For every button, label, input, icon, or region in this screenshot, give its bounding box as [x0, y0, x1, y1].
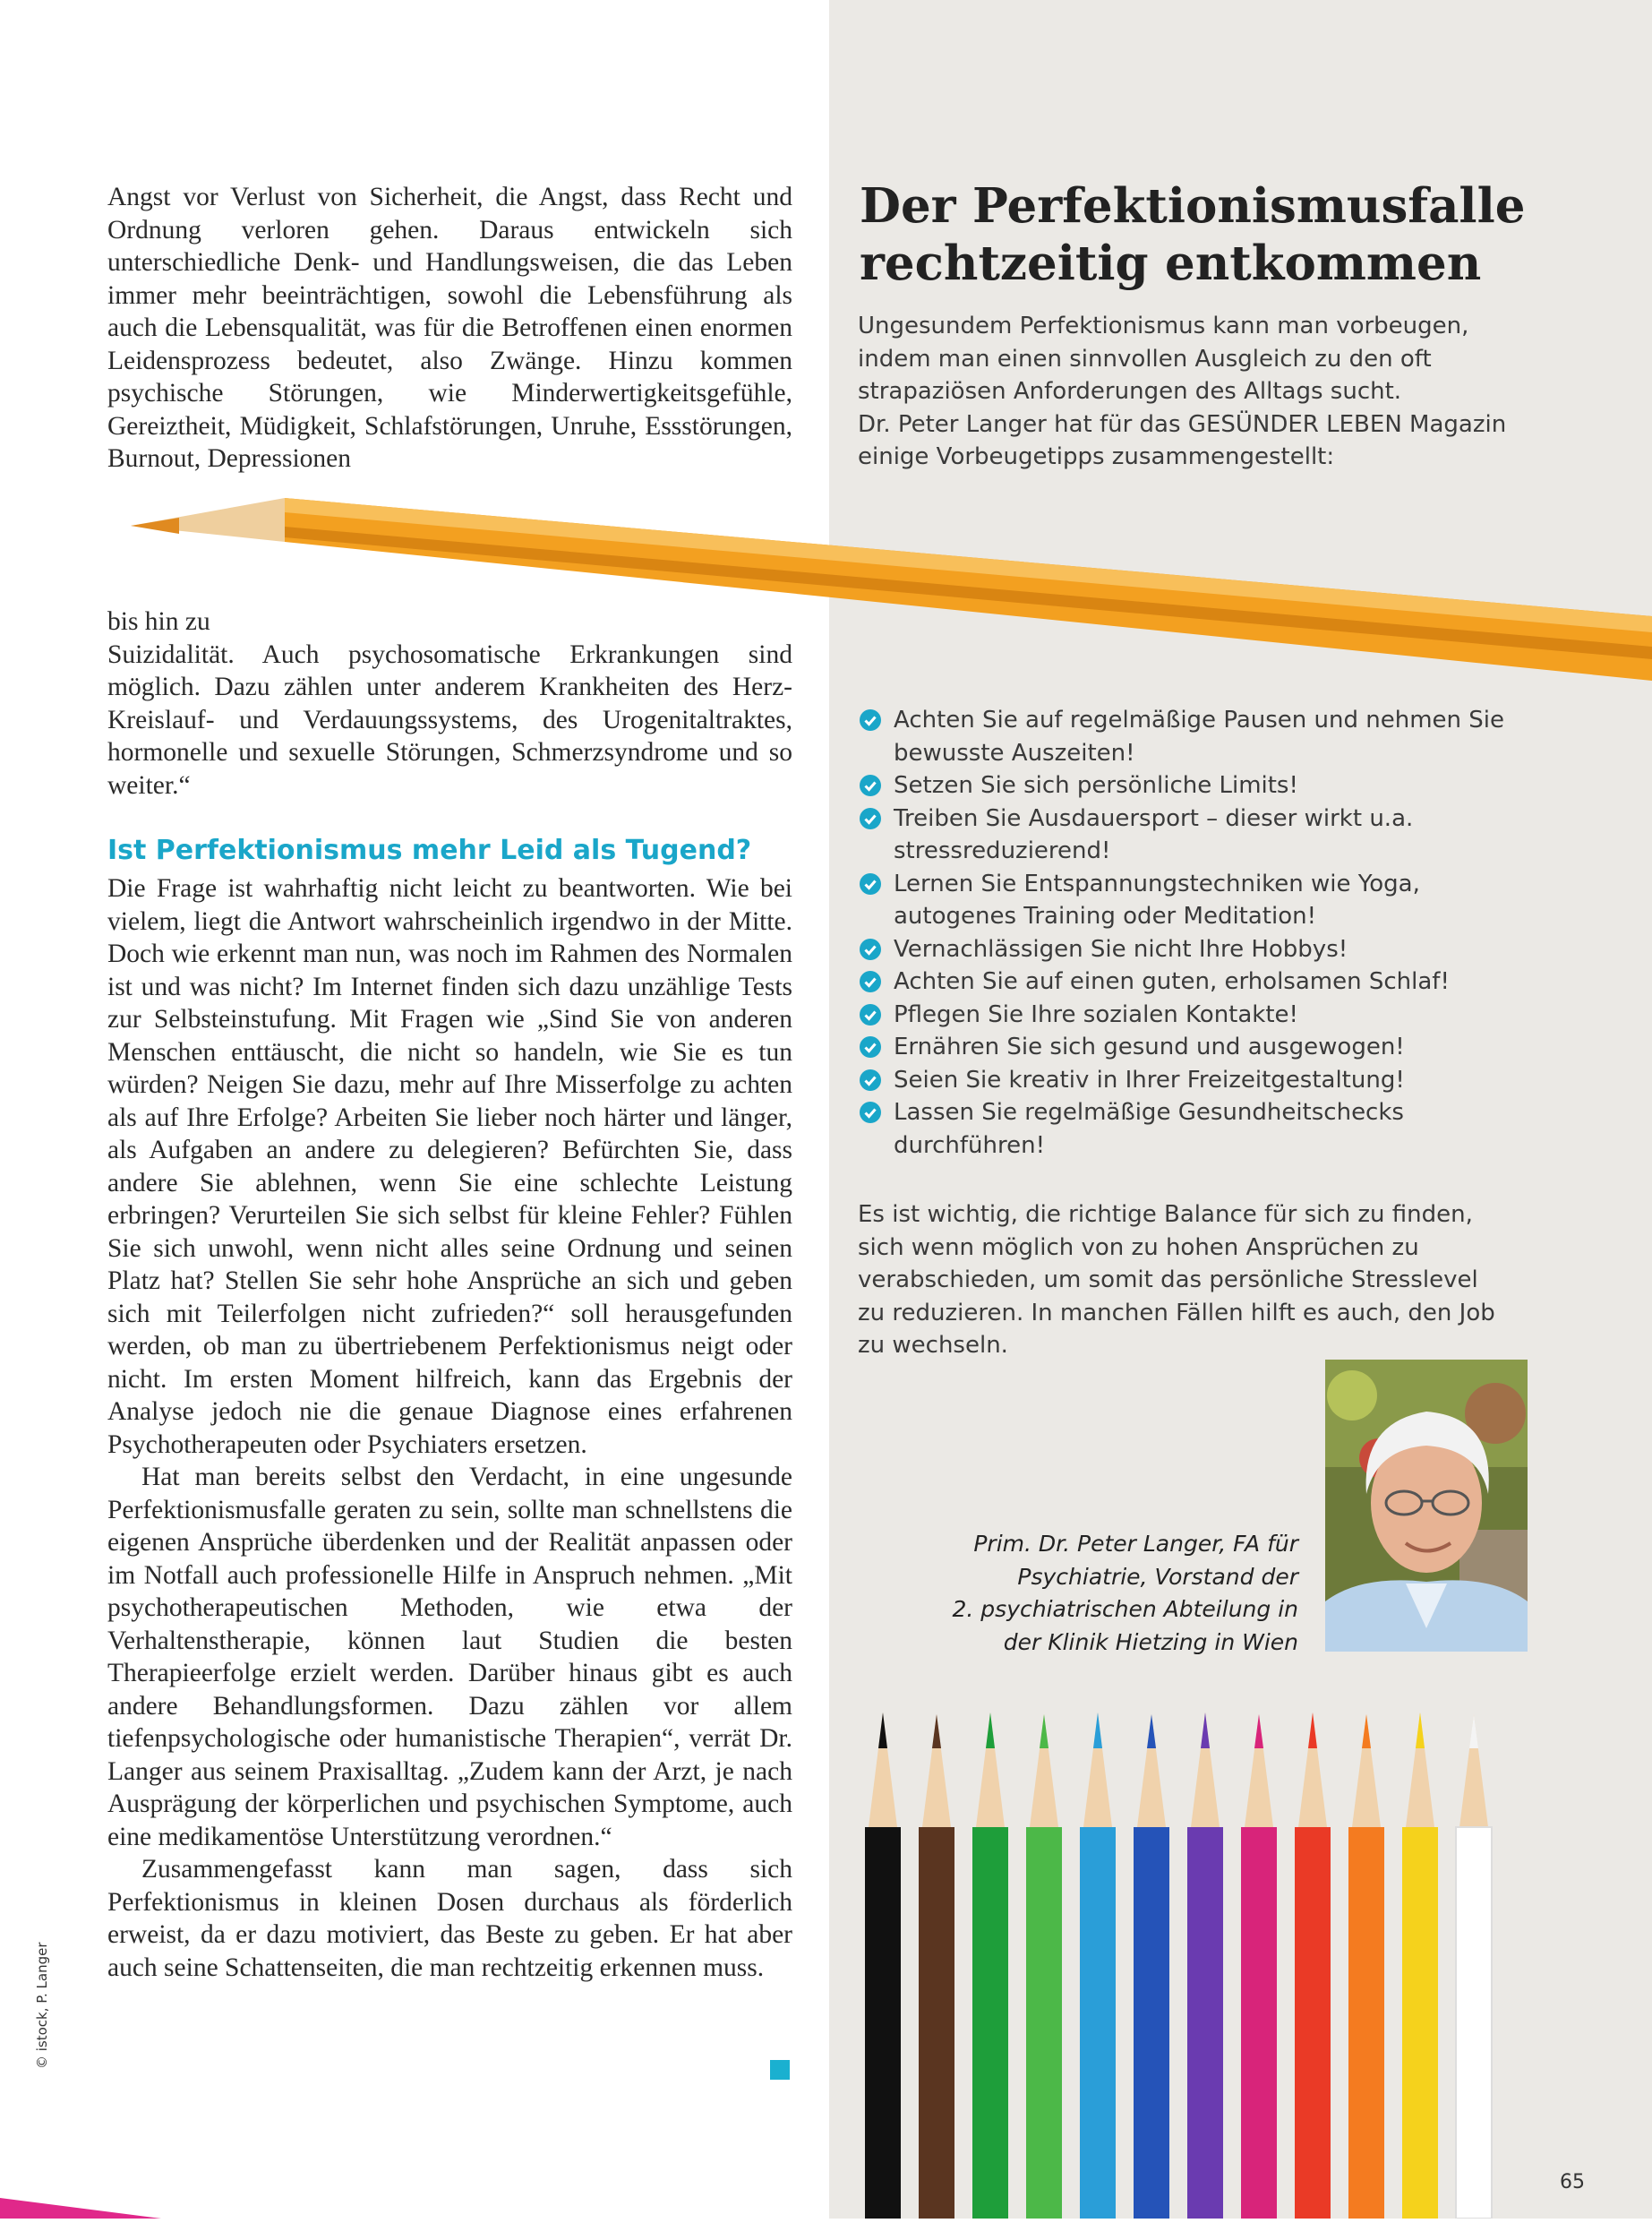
check-circle-icon [860, 1102, 881, 1123]
colored-pencils-image [858, 1702, 1583, 2219]
pencil [1187, 1712, 1223, 2219]
article-end-marker [770, 2060, 790, 2080]
tip-text: Setzen Sie sich persönliche Limits! [894, 772, 1298, 799]
pink-corner-decoration [0, 2185, 161, 2219]
tip-item [860, 704, 1513, 769]
continuation-first-line: bis hin zu [107, 607, 210, 636]
check-circle-icon [860, 775, 881, 796]
caption-line-2: Psychiatrie, Vorstand der [1017, 1563, 1298, 1590]
tip-item [860, 1096, 1513, 1162]
tip-text: Achten Sie auf regelmäßige Pausen und nehmen Sie bewusste Auszeiten! [894, 707, 1504, 767]
check-circle-icon [860, 939, 881, 960]
tip-item [860, 1064, 1513, 1097]
check-circle-icon [860, 873, 881, 895]
tip-text: Ernähren Sie sich gesund und ausgewogen! [894, 1034, 1405, 1060]
caption-line-3: 2. psychiatrischen Abteilung in [952, 1596, 1298, 1622]
tip-item [860, 1031, 1513, 1064]
tip-text: Lernen Sie Entspannungstechniken wie Yoga, autogenes Training oder Meditation! [894, 870, 1420, 930]
headline-line-2: rechtzeitig entkommen [860, 236, 1482, 291]
portrait-photo [1325, 1360, 1528, 1652]
pencil [972, 1712, 1008, 2219]
tip-item [860, 933, 1513, 966]
pencil [865, 1712, 901, 2219]
pencil [1295, 1712, 1331, 2219]
check-circle-icon [860, 808, 881, 829]
tip-text: Achten Sie auf einen guten, erholsamen Schlaf! [894, 968, 1450, 995]
tip-text: Seien Sie kreativ in Ihrer Freizeitgestaltung! [894, 1066, 1405, 1094]
article-section-body [107, 872, 792, 1984]
tip-text: Treiben Sie Ausdauersport – dieser wirkt u.a. stressreduzierend! [894, 804, 1414, 864]
check-circle-icon [860, 1004, 881, 1026]
pencil [919, 1714, 954, 2219]
pencil [1456, 1714, 1492, 2219]
tip-item [860, 803, 1513, 868]
check-circle-icon [860, 1036, 881, 1058]
intro-paragraph-2: Dr. Peter Langer hat für das GESÜNDER LEBEN Magazin einige Vorbeugetipps zusammengestellt: [858, 410, 1507, 470]
pencil [1348, 1714, 1384, 2219]
article-paragraph-top: Angst vor Verlust von Sicherheit, die Angst, dass Recht und Ordnung verloren gehen. Daraus entwickeln sich unterschiedliche Denk- und Handlungsweisen, die das Leben immer mehr beeinträchtigen, sowohl die Lebensführung als auch die Lebensqualität, was für die Betroffenen einen enormen Leidensprozess bedeutet, also Zwänge. Hinzu kommen psychische Störungen, wie Minderwertigkeitsgefühle, Gereiztheit, Müdigkeit, Schlafstörungen, Unruhe, Essstörungen, Burnout, Depressionen [107, 183, 792, 473]
continuation-paragraph: Suizidalität. Auch psychosomatische Erkrankungen sind möglich. Dazu zählen unter anderem Krankheiten des Herz-Kreislauf- und Verdauungssystems, des Urogenitaltraktes, hormonelle und sexuelle Störungen, Schmerzsyndrome und so weiter.“ [107, 639, 792, 800]
tip-item [860, 966, 1513, 999]
pencil [1080, 1712, 1116, 2219]
pencil [1134, 1714, 1169, 2219]
tip-item [860, 868, 1513, 933]
tip-text: Pflegen Sie Ihre sozialen Kontakte! [894, 1000, 1298, 1028]
caption-line-1: Prim. Dr. Peter Langer, FA für [973, 1531, 1298, 1557]
tip-item [860, 769, 1513, 803]
photo-credit: © istock, P. Langer [34, 1942, 50, 2069]
portrait-caption [931, 1528, 1298, 1659]
pencil [1402, 1712, 1438, 2219]
caption-line-4: der Klinik Hietzing in Wien [1003, 1628, 1298, 1655]
check-circle-icon [860, 709, 881, 731]
tips-list [860, 704, 1513, 1162]
tip-text: Lassen Sie regelmäßige Gesundheitschecks durchführen! [894, 1099, 1404, 1159]
headline-line-1: Der Perfektionismusfalle [860, 178, 1526, 234]
section-paragraph-2: Hat man bereits selbst den Verdacht, in eine ungesunde Perfektionismusfalle geraten zu sein, sollte man schnellstens die eigenen Ansprüche überdenken und der Realität anpassen oder im Notfall auch professionelle Hilfe in Anspruch nehmen. „Mit psychotherapeutischen Methoden, wie etwa der Verhaltenstherapie, können laut Studien die besten Therapieerfolge erzielt werden. Darüber hinaus gibt es auch andere Behandlungsformen. Dazu zählen vor allem tiefenpsychologische oder humanistische Therapien“, verrät Dr. Langer aus seinem Praxisalltag. „Zudem kann der Arzt, je nach Ausprägung der körperlichen und psychischen Symptome, auch eine medikamentöse Unterstützung verordnen.“ [107, 1463, 792, 1851]
pencil [1241, 1714, 1277, 2219]
section-paragraph-1: Die Frage ist wahrhaftig nicht leicht zu beantworten. Wie bei vielem, liegt die Antwort wahrscheinlich irgendwo in der Mitte. Doch wie erkennt man nun, was noch im Rahmen des Normalen ist und was nicht? Im Internet finden sich dazu unzählige Tests zur Selbsteinstufung. Mit Fragen wie „Sind Sie von anderen Menschen enttäuscht, die nicht so handeln, wie Sie es tun würden? Neigen Sie dazu, mehr auf Ihre Misserfolge zu achten als auf Ihre Erfolge? Arbeiten Sie lieber noch härter und länger, als Aufgaben an andere zu delegieren? Befürchten Sie, dass andere Sie ablehnen, wenn Sie eine schlechte Leistung erbringen? Verurteilen Sie sich selbst für kleine Fehler? Fühlen Sie sich unwohl, wenn nicht alles seine Ordnung und seinen Platz hat? Stellen Sie sehr hohe Ansprüche an sich und geben sich mit Teilerfolgen nicht zufrieden?“ soll herausgefunden werden, ob man zu übertriebenem Perfektionismus neigt oder nicht. Im ersten Moment hilfreich, kann das Ergebnis der Analyse jedoch nie die genaue Diagnose eines erfahrenen Psychotherapeuten oder Psychiaters ersetzen. [107, 874, 792, 1459]
orange-pencil-image [0, 0, 1652, 681]
pencil [1026, 1714, 1062, 2219]
tip-text: Vernachlässigen Sie nicht Ihre Hobbys! [894, 935, 1348, 963]
page-number: 65 [1560, 2171, 1585, 2193]
tip-item [860, 999, 1513, 1032]
check-circle-icon [860, 971, 881, 992]
sidebar-outro: Es ist wichtig, die richtige Balance für sich zu finden, sich wenn möglich von zu hohen Ansprüchen zu verabschieden, um somit das persönliche Stresslevel zu reduzieren. In manchen Fällen hilft es auch, den Job zu wechseln. [858, 1201, 1495, 1359]
section-subheading: Ist Perfektionismus mehr Leid als Tugend? [107, 835, 752, 866]
check-circle-icon [860, 1069, 881, 1091]
section-paragraph-3: Zusammengefasst kann man sagen, dass sich Perfektionismus in kleinen Dosen durchaus als förderlich erweist, da er dazu motiviert, das Beste zu geben. Er hat aber auch seine Schattenseiten, die man rechtzeitig erkennen muss. [107, 1855, 792, 1982]
intro-paragraph-1: Ungesundem Perfektionismus kann man vorbeugen, indem man einen sinnvollen Ausgleich zu den oft strapaziösen Anforderungen des Alltags sucht. [858, 313, 1469, 405]
